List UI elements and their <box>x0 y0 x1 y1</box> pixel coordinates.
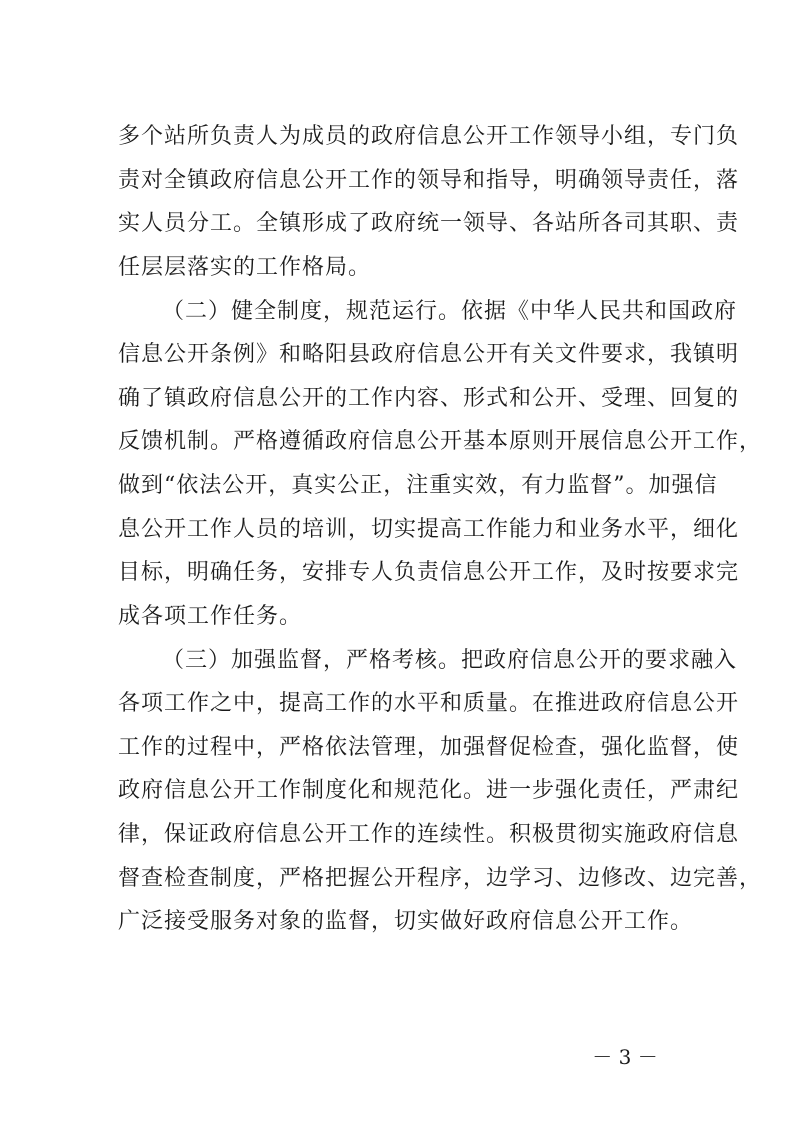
text-line: 成各项工作任务。 <box>118 604 303 629</box>
text-line: 工作的过程中，严格依法管理，加强督促检查，强化监督，使 <box>118 735 740 760</box>
text-line: 确了镇政府信息公开的工作内容、形式和公开、受理、回复的 <box>118 386 740 411</box>
page-number: － 3 － <box>592 1045 658 1069</box>
text-line: 反馈机制。严格遵循政府信息公开基本原则开展信息公开工作， <box>118 429 763 454</box>
text-line: 息公开工作人员的培训，切实提高工作能力和业务水平，细化 <box>118 517 740 542</box>
text-line: 多个站所负责人为成员的政府信息公开工作领导小组，专门负 <box>118 124 740 149</box>
text-line: 责对全镇政府信息公开工作的领导和指导，明确领导责任，落 <box>118 168 740 193</box>
section-heading-line: （二）健全制度，规范运行。依据《中华人民共和国政府 <box>162 299 738 324</box>
section-heading-line: （三）加强监督，严格考核。把政府信息公开的要求融入 <box>162 648 738 673</box>
text-line: 任层层落实的工作格局。 <box>118 255 372 280</box>
text-line: 律，保证政府信息公开工作的连续性。积极贯彻实施政府信息 <box>118 822 740 847</box>
text-line: 政府信息公开工作制度化和规范化。进一步强化责任，严肃纪 <box>118 778 740 803</box>
text-line: 做到“依法公开，真实公正，注重实效，有力监督”。加强信 <box>118 473 718 498</box>
text-line: 督查检查制度，严格把握公开程序，边学习、边修改、边完善， <box>118 866 763 891</box>
text-line: 实人员分工。全镇形成了政府统一领导、各站所各司其职、责 <box>118 211 740 236</box>
text-line: 各项工作之中，提高工作的水平和质量。在推进政府信息公开 <box>118 691 740 716</box>
text-line: 广泛接受服务对象的监督，切实做好政府信息公开工作。 <box>118 909 694 934</box>
text-line: 目标，明确任务，安排专人负责信息公开工作，及时按要求完 <box>118 560 740 585</box>
text-line: 信息公开条例》和略阳县政府信息公开有关文件要求，我镇明 <box>118 342 740 367</box>
